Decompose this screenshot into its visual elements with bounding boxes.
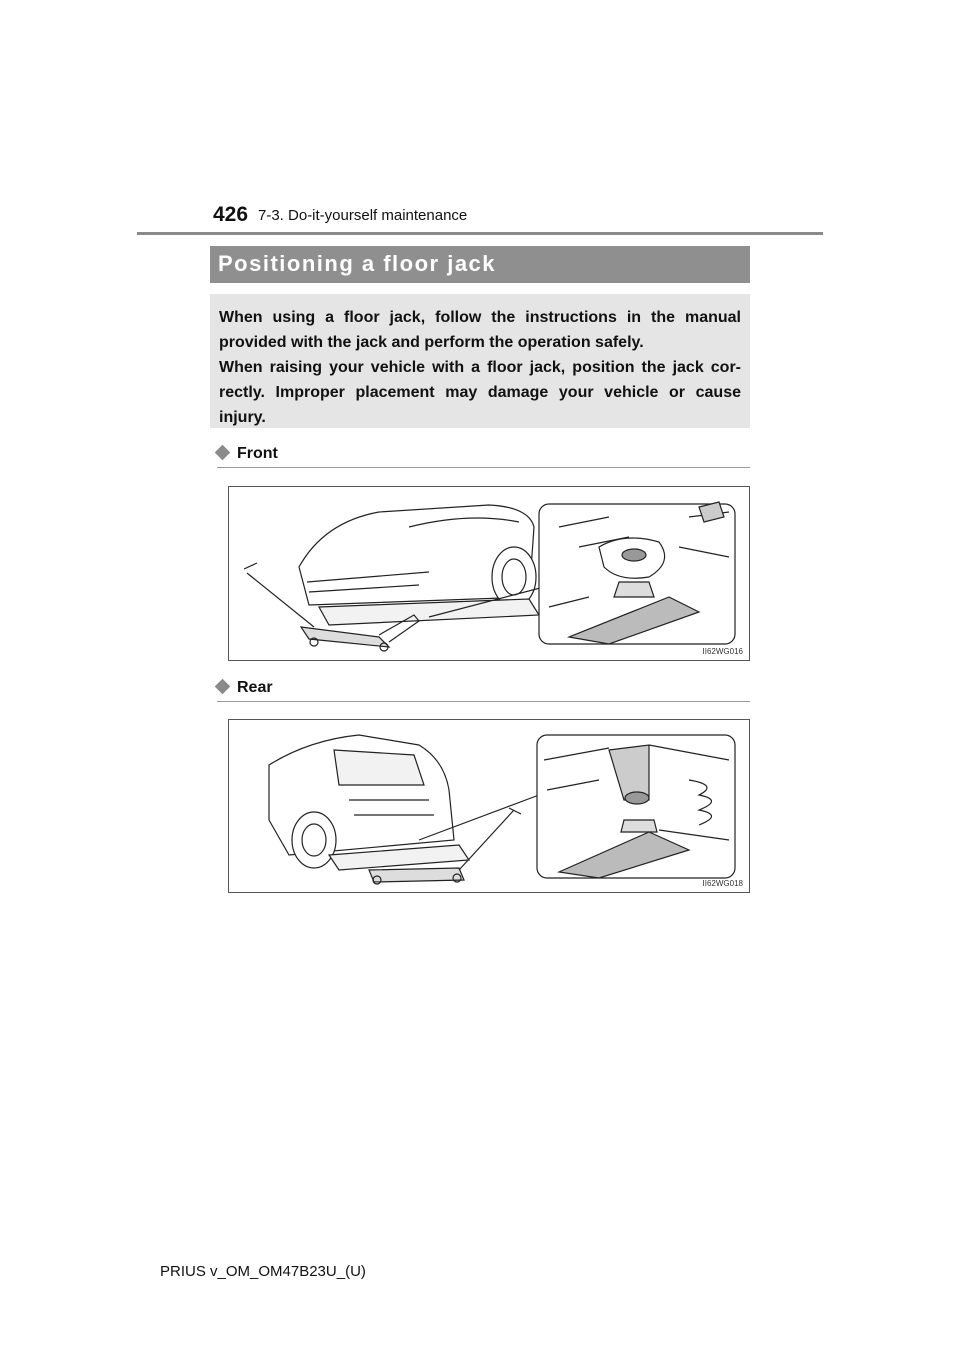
front-figure-code: II62WG016 (702, 647, 743, 656)
rear-heading-label: Rear (237, 679, 273, 696)
diamond-icon (215, 444, 231, 460)
front-heading-rule (217, 467, 750, 468)
title-banner (210, 246, 750, 283)
front-heading (213, 445, 278, 463)
page-title: Positioning a floor jack (218, 251, 497, 276)
intro-paragraph-2: When raising your vehicle with a floor jack, position the jack cor- rectly. Improper placement may damage your vehicle or cause injury. (219, 359, 741, 426)
diamond-icon (215, 678, 231, 694)
page-number: 426 (213, 203, 249, 226)
intro-paragraph-1: When using a floor jack, follow the instructions in the manual provided with the jack and perform the operation safely. (219, 309, 741, 351)
intro-box (210, 294, 750, 428)
header-rule (137, 232, 823, 235)
rear-figure (228, 719, 750, 893)
rear-heading (213, 679, 273, 697)
rear-figure-code: II62WG018 (702, 879, 743, 888)
front-figure (228, 486, 750, 661)
section-label: 7-3. Do-it-yourself maintenance (258, 207, 468, 224)
footer-doc-id: PRIUS v_OM_OM47B23U_(U) (160, 1263, 366, 1280)
rear-illustration (229, 720, 749, 892)
rear-heading-rule (217, 701, 750, 702)
front-heading-label: Front (237, 445, 278, 462)
front-illustration (229, 487, 749, 660)
